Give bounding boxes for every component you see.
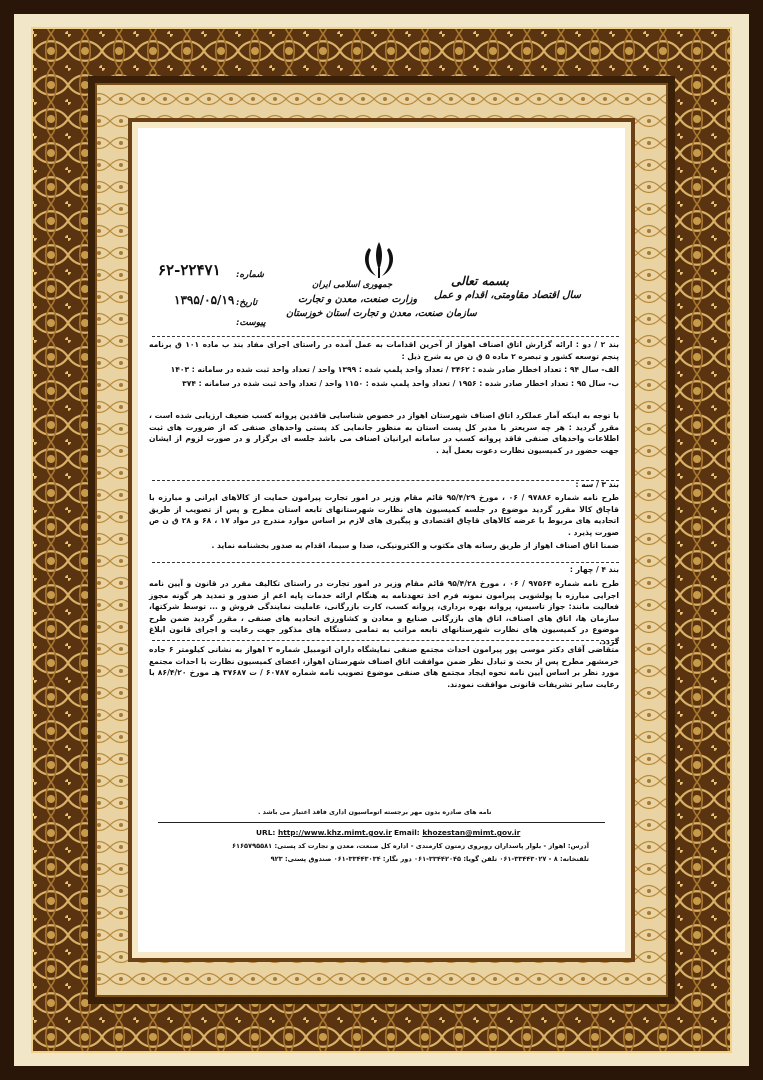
paragraph-year-94: الف- سال ۹۴ : تعداد اخطار صادر شده : ۳۴۶۲ / تعداد واحد پلمپ شده : ۱۳۹۹ واحد / تعداد واحد ثبت شده در سامانه : ۱۴۰۳: [170, 365, 619, 374]
paragraph-item-3: طرح نامه شماره ۹۷۸۸۶ / ۰۶ ، مورخ ۹۵/۴/۲۹ قائم مقام وزیر در امور تجارت پیرامون حمایت از کالاهای ایرانی و مبارزه با قاچاق کالا مقرر گردید موضوع در جلسه کمیسیون های نظارت شهرستانهای تابعه استان مطرح و پس از تصویب از طریق اتحادیه های مربوط با عرضه کالاهای قاچاق اقتصادی و پیگیری های لازم بر اساس موارد مندرج در مواد ۱۷ ، ۶۸ و ۲۸ ق ن ص صورت پذیرد .: [149, 493, 619, 537]
section-divider: [152, 562, 619, 563]
ministry-name: وزارت صنعت، معدن و تجارت: [298, 294, 418, 305]
paragraph-item-5: متقاضی آقای دکتر موسی پور پیرامون احداث مجتمع صنفی نمایشگاه داران اتومبیل شماره ۲ اهواز به نشانی کیلومتر ۶ جاده خرمشهر مطرح پس از بحث و تبادل نظر ضمن موافقت اتاق اصناف شهرستان اهواز، اعضای کمیسیون نظارت با احداث مجتمع مورد نظر بر اساس آیین نامه نحوه ایجاد مجتمع های صنفی موضوع تصویب نامه شماره ۶۰۷۸۷ / ت ۳۷۶۸۷ هـ مورخ ۸۶/۴/۲۰ با رعایت سایر تشریفات قانونی موافقت نمودند.: [149, 645, 619, 689]
footer-email: [394, 828, 520, 837]
republic-name: جمهوری اسلامی ایران: [312, 280, 393, 290]
basmala: بسمه تعالی: [450, 274, 509, 288]
section-divider: [152, 480, 619, 481]
letter-page: [138, 128, 625, 952]
date-value: ۱۳۹۵/۰۵/۱۹: [174, 293, 235, 307]
year-motto: سال اقتصاد مقاومتی، اقدام و عمل: [433, 290, 581, 301]
url-link[interactable]: http://www.khz.mimt.gov.ir: [277, 828, 392, 837]
iran-emblem-icon: [356, 240, 402, 280]
footer-url: [256, 828, 392, 837]
url-label: URL:: [256, 828, 276, 837]
footer-divider: [158, 822, 605, 823]
attach-label: پیوست:: [236, 318, 266, 328]
organization-name: سازمان صنعت، معدن و تجارت استان خوزستان: [286, 308, 477, 319]
section-3-label: بند ۳ / سه :: [575, 480, 619, 489]
footer-note: نامه های صادره بدون مهر برجسته اتوماسیون اداری فاقد اعتبار می باشد .: [258, 808, 492, 816]
section-divider: [152, 640, 619, 641]
footer-address: آدرس: اهواز - بلوار پاسداران روبروی زمتون کارمندی - اداره کل صنعت، معدن و تجارت کد پستی: ۶۱۶۵۷۹۵۵۸۱: [231, 842, 589, 850]
paragraph-decision-1: با توجه به اینکه آمار عملکرد اتاق اصناف شهرستان اهواز در خصوص شناسایی فاقدین پروانه کسب ضعیف ارزیابی شده است ، مقرر گردید : هر چه سریعتر با مدیر کل پست استان به منظور جانمایی کد پستی واحدهای صنفی که از ضرورت های ثبت اطلاعات واحدهای صنفی فاقد پروانه کسب در سامانه ایرانیان اصناف می باشد جلسه ای برگزار و در صورت لزوم از ایشان جهت حضور در کمیسیون نظارت دعوت بعمل آید .: [149, 411, 619, 455]
date-label: تاریخ:: [236, 298, 258, 308]
footer-phones: تلفنخانه: ۸ - ۳۳۴۴۳۰۲۷-۰۶۱ تلفن گویا: ۳۳۴۴۲۰۴۵-۰۶۱ دور نگار: ۳۳۴۴۳۰۳۴-۰۶۱ صندوق پستی: ۹۲۳: [270, 855, 589, 863]
paragraph-item-3-note: ضمنا اتاق اصناف اهواز از طریق رسانه های مکتوب و الکترونیکی، صدا و سیما، اقدام به صدور بخشنامه نماید .: [211, 541, 619, 550]
email-label: Email:: [394, 828, 420, 837]
paragraph-item-4: طرح نامه شماره ۹۷۵۶۴ / ۰۶ ، مورخ ۹۵/۴/۲۸ قائم مقام وزیر در امور تجارت در راستای تکالیف مقرر در قانون و آیین نامه اجرایی مبارزه با پولشویی پیرامون نمونه فرم اخذ تعهدنامه به هنگام ارائه خدمات پایه اعم از صدور و تمدید هر گونه مجوز فعالیت مانند: جواز تاسیس، پروانه بهره برداری، پروانه کسب، کارت بازرگانی، عاملیت نمایندگی فروش و ... توسط شرکتها، سازمان ها، اتاق های اصناف، اتاق های بازرگانی صنایع و معادن و کشاورزی اتحادیه های صنفی ، مقرر گردید ضمن طرح موضوع در کمیسیون های نظارت شهرستانهای تابعه مراتب به تمامی دستگاه های مذکور جهت رعایت و اجرای قانون ابلاغ گردد.: [149, 579, 619, 646]
email-link[interactable]: khozestan@mimt.gov.ir: [422, 828, 521, 837]
paragraph-item-2: بند ۲ / دو : ارائه گزارش اتاق اصناف اهواز از آخرین اقدامات به عمل آمده در راستای اجرای مفاد بند ب ماده ۱۰۱ ق برنامه پنجم توسعه کشور و تبصره ۲ ماده ۵ ق ن ص به شرح ذیل :: [149, 340, 620, 361]
section-4-label: بند ۴ / چهار :: [569, 565, 619, 574]
paragraph-year-95: ب- سال ۹۵ : تعداد اخطار صادر شده : ۱۹۵۶ / تعداد واحد پلمپ شده : ۱۱۵۰ واحد / تعداد واحد ثبت شده در سامانه : ۳۷۴: [182, 379, 619, 388]
section-divider: [152, 336, 619, 337]
letter-number: ۶۲-۲۲۴۷۱: [158, 261, 221, 279]
number-label: شماره:: [236, 270, 264, 280]
